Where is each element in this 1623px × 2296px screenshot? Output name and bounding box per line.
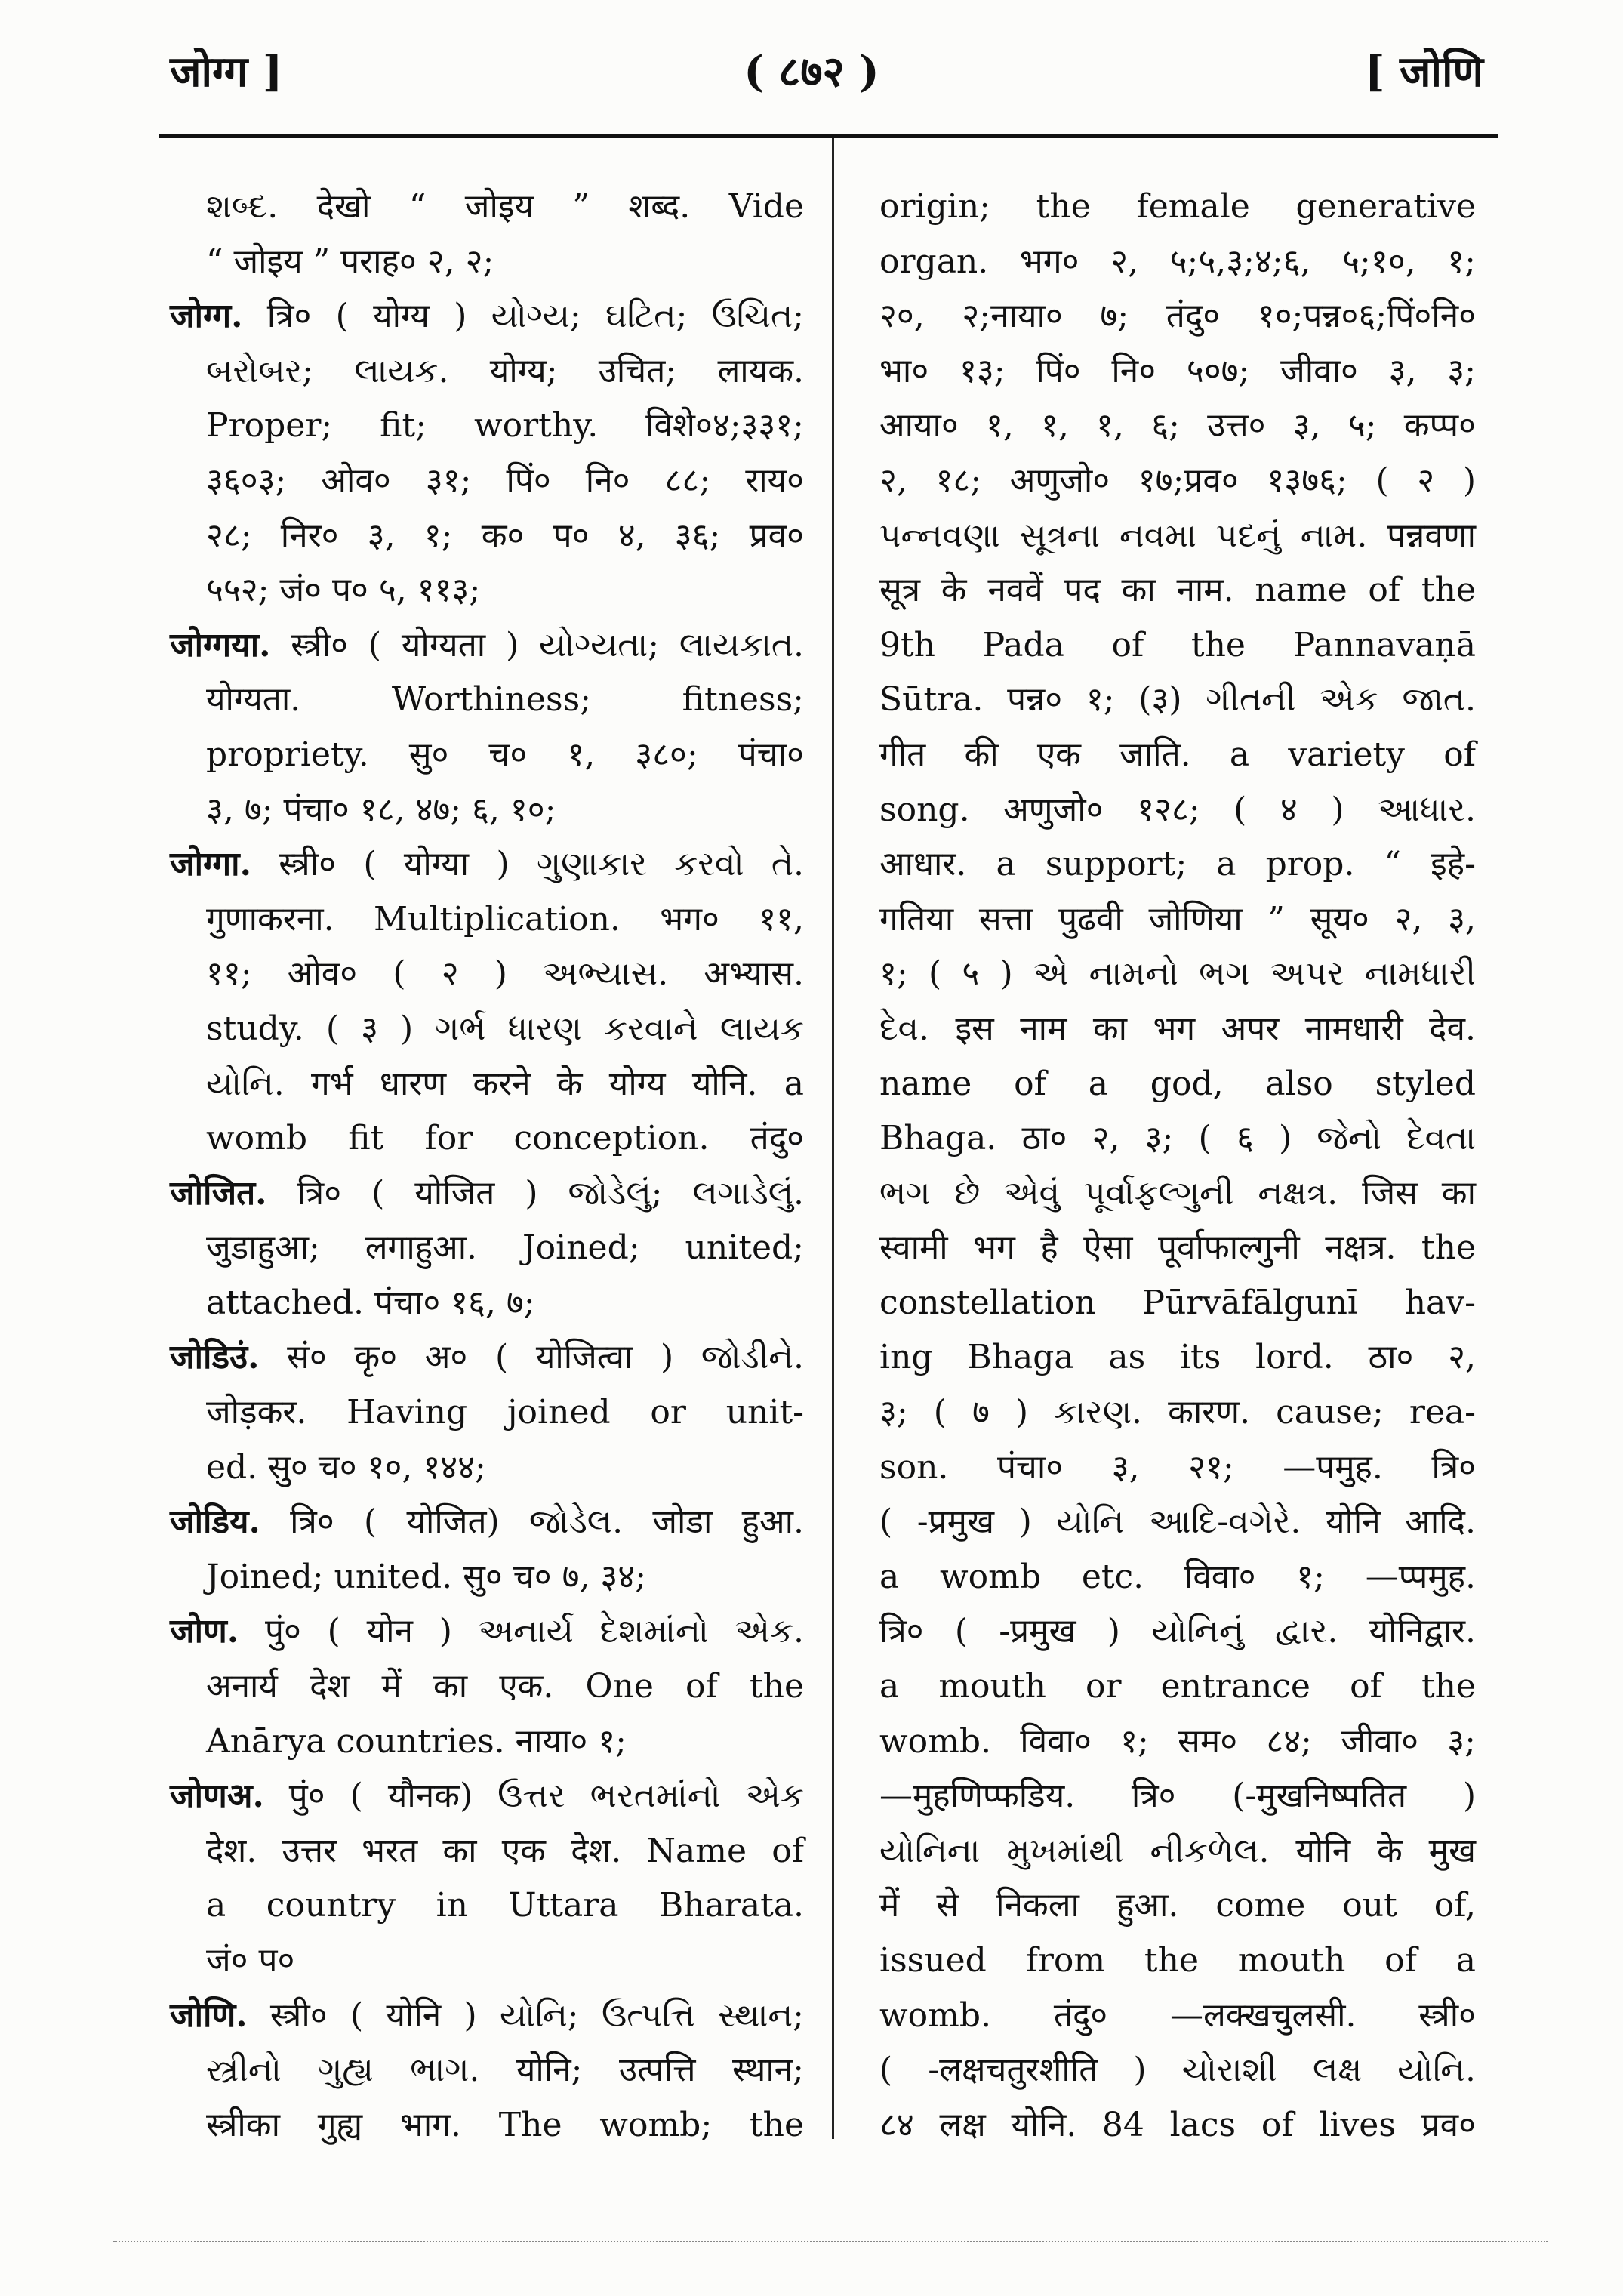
line-text: Proper; fit; worthy. विशे०४;३३१; xyxy=(206,406,804,445)
line-text: सं० कृ० अ० ( योजित्वा ) જોડીને. xyxy=(259,1338,804,1377)
entry-text-line xyxy=(170,1824,804,1879)
line-text: study. ( ३ ) ગર્ભ ધારણ કરવાને લાયક xyxy=(206,1009,804,1048)
entry-text-line xyxy=(879,509,1476,564)
line-text: २, १८; अणुजो० १७;प्रव० १३७६; ( २ ) xyxy=(879,461,1476,500)
entry-text-line xyxy=(879,1715,1476,1770)
entry-text-line xyxy=(879,344,1476,399)
entry-text-line xyxy=(170,1276,804,1331)
line-text: શબ્દ. देखो “ जोइय ” शब्द. Vide xyxy=(206,187,804,226)
entry-text-line xyxy=(170,947,804,1002)
line-text: origin; the female generative xyxy=(879,187,1476,226)
entry-text-line xyxy=(170,728,804,783)
entry-text-line xyxy=(879,1769,1476,1824)
line-text: a mouth or entrance of the xyxy=(879,1667,1476,1706)
entry-text-line xyxy=(170,2098,804,2153)
entry-text-line xyxy=(170,235,804,290)
line-text: 9th Pada of the Pannavaṇā xyxy=(879,625,1476,664)
entry-head-line xyxy=(170,289,804,344)
line-text: પન્નવણા સૂત્રના નવમા પદનું નામ. पन्नवणा xyxy=(879,516,1476,555)
line-text: त्रि० ( योजित) જોડેલ. जोडा हुआ. xyxy=(260,1502,804,1542)
line-text: organ. भग० २, ५;५,३;४;६, ५;१०, १; xyxy=(879,242,1476,281)
column-divider xyxy=(832,138,834,2139)
line-text: ing Bhaga as its lord. ठा० २, xyxy=(879,1338,1476,1377)
entry-text-line xyxy=(879,1221,1476,1276)
line-text: ed. सु० च० १०, १४४; xyxy=(206,1447,486,1487)
entry-text-line xyxy=(879,2043,1476,2098)
line-text: womb. विवा० १; सम० ८४; जीवा० ३; xyxy=(879,1721,1476,1761)
headword: जोडिय. xyxy=(170,1502,260,1542)
line-text: ३, ७; पंचा० १८, ४७; ६, १०; xyxy=(206,790,556,829)
left-column xyxy=(170,180,804,2153)
entry-head-line xyxy=(170,1604,804,1660)
line-text: सूत्र के नववें पद का नाम. name of the xyxy=(879,571,1476,610)
entry-text-line xyxy=(170,1660,804,1715)
line-text: भा० १३; पिं० नि० ५०७; जीवा० ३, ३; xyxy=(879,351,1476,390)
line-text: womb. तंदु० —लक्खचुलसी. स्त्री० xyxy=(879,1996,1476,2035)
entry-text-line xyxy=(170,2043,804,2098)
line-text: ભગ છે એવું પૂર્વાફલ્ગુની નક્ષત્ર. जिस का xyxy=(879,1173,1476,1213)
line-text: ८४ लक्ष योनि. 84 lacs of lives प्रव० xyxy=(879,2105,1476,2144)
entry-text-line xyxy=(170,454,804,509)
line-text: Bhaga. ठा० २, ३; ( ६ ) જેનો દેવતા xyxy=(879,1119,1476,1158)
headword: जोग्ग. xyxy=(170,297,243,336)
entry-text-line xyxy=(879,673,1476,728)
line-text: issued from the mouth of a xyxy=(879,1941,1476,1980)
entry-text-line xyxy=(170,1934,804,1989)
entry-text-line xyxy=(879,837,1476,892)
entry-head-line xyxy=(170,1166,804,1222)
line-text: name of a god, also styled xyxy=(879,1064,1476,1103)
line-text: गुणाकरना. Multiplication. भग० ११, xyxy=(206,899,804,938)
entry-text-line xyxy=(170,783,804,838)
running-head-right: [ जोणि xyxy=(1364,47,1483,97)
line-text: पुं० ( यौनक) ઉત્તર ભરતમાંનો એક xyxy=(263,1777,804,1816)
line-text: आया० १, १, १, ६; उत्त० ३, ५; कप्प० xyxy=(879,406,1476,445)
line-text: “ जोइय ” पराह० २, २; xyxy=(206,242,494,281)
entry-text-line xyxy=(170,673,804,728)
line-text: ( -प्रमुख ) યોનિ આદિ-વગેરે. योनि आदि. xyxy=(879,1502,1476,1542)
line-text: —मुहणिप्फडिय. त्रि० (-मुखनिष्पतित ) xyxy=(879,1777,1476,1816)
line-text: Anārya countries. नाया० १; xyxy=(206,1721,627,1761)
entry-text-line xyxy=(879,1441,1476,1496)
entry-text-line xyxy=(170,1221,804,1276)
entry-text-line xyxy=(170,1111,804,1166)
headword: जोजित. xyxy=(170,1173,267,1213)
headword: जोणि. xyxy=(170,1996,248,2035)
line-text: २८; निर० ३, १; क० प० ४, ३६; प्रव० xyxy=(206,516,804,555)
line-text: ३६०३; ओव० ३१; पिं० नि० ८८; राय० xyxy=(206,461,804,500)
entry-text-line xyxy=(170,892,804,948)
entry-text-line xyxy=(879,892,1476,948)
line-text: पुं० ( योन ) અનાર્ય દેશમાંનો એક. xyxy=(239,1612,804,1651)
entry-text-line xyxy=(879,1604,1476,1660)
entry-text-line xyxy=(879,399,1476,454)
entry-text-line xyxy=(879,180,1476,235)
line-text: त्रि० ( योग्य ) યોગ્ય; ઘટિત; ઉચિત; xyxy=(242,297,804,336)
entry-text-line xyxy=(879,1824,1476,1879)
entry-text-line xyxy=(879,1111,1476,1166)
line-text: યોનિ. गर्भ धारण करने के योग्य योनि. a xyxy=(206,1064,804,1103)
headword: जोडिउं. xyxy=(170,1338,260,1377)
line-text: १; ( ५ ) એ નામનો ભગ અપર નામધારી xyxy=(879,954,1476,994)
entry-text-line xyxy=(170,1057,804,1112)
line-text: song. अणुजो० १२८; ( ४ ) આધાર. xyxy=(879,790,1476,829)
header-rule xyxy=(159,134,1498,138)
entry-text-line xyxy=(879,728,1476,783)
headword: जोण. xyxy=(170,1612,239,1651)
bottom-edge xyxy=(113,2241,1548,2242)
line-text: स्वामी भग है ऐसा पूर्वाफाल्गुनी नक्षत्र. the xyxy=(879,1228,1476,1268)
entry-text-line xyxy=(879,1057,1476,1112)
line-text: બરોબર; લાયક. योग्य; उचित; लायक. xyxy=(206,351,804,390)
entry-head-line xyxy=(170,1495,804,1550)
headword: जोणअ. xyxy=(170,1777,264,1816)
line-text: a womb etc. विवा० १; —प्पमुह. xyxy=(879,1557,1476,1596)
entry-text-line xyxy=(170,1550,804,1605)
line-text: स्त्री० ( योग्यता ) યોગ્યતા; લાયકાત. xyxy=(270,625,804,664)
line-text: ३; ( ७ ) કારણ. कारण. cause; rea- xyxy=(879,1393,1476,1432)
entry-head-line xyxy=(170,837,804,892)
entry-text-line xyxy=(879,1495,1476,1550)
entry-text-line xyxy=(879,1878,1476,1934)
entry-text-line xyxy=(879,563,1476,618)
line-text: ११; ओव० ( २ ) અભ્યાસ. अभ्यास. xyxy=(206,954,804,994)
line-text: गीत की एक जाति. a variety of xyxy=(879,735,1476,774)
entry-text-line xyxy=(170,509,804,564)
entry-text-line xyxy=(170,1385,804,1441)
entry-head-line xyxy=(170,618,804,673)
entry-text-line xyxy=(170,399,804,454)
entry-text-line xyxy=(879,1276,1476,1331)
line-text: ( -लक्षचतुरशीति ) ચોરાશી લક્ષ યોનિ. xyxy=(879,2051,1476,2090)
entry-text-line xyxy=(879,1989,1476,2044)
line-text: त्रि० ( -प्रमुख ) યોનિનું દ્વાર. योनिद्वार. xyxy=(879,1612,1476,1651)
entry-text-line xyxy=(170,1878,804,1934)
entry-text-line xyxy=(879,289,1476,344)
line-text: जं० प० xyxy=(206,1941,295,1980)
line-text: जोड़कर. Having joined or unit- xyxy=(206,1393,804,1432)
entry-head-line xyxy=(170,1989,804,2044)
line-text: ५५२; जं० प० ५, ११३; xyxy=(206,571,481,610)
line-text: Joined; united. सु० च० ७, ३४; xyxy=(206,1557,647,1596)
entry-text-line xyxy=(879,618,1476,673)
running-head-left: जोग्ग ] xyxy=(170,47,283,97)
entry-text-line xyxy=(879,947,1476,1002)
headword: जोग्गा. xyxy=(170,845,251,884)
entry-text-line xyxy=(879,1660,1476,1715)
entry-text-line xyxy=(170,563,804,618)
line-text: son. पंचा० ३, २१; —पमुह. त्रि० xyxy=(879,1447,1476,1487)
line-text: देश. उत्तर भरत का एक देश. Name of xyxy=(206,1831,804,1870)
entry-text-line xyxy=(879,1166,1476,1222)
entry-text-line xyxy=(879,1385,1476,1441)
entry-text-line xyxy=(170,344,804,399)
line-text: Sūtra. पन्न० १; (३) ગીતની એક જાત. xyxy=(879,680,1476,720)
line-text: आधार. a support; a prop. “ इहे- xyxy=(879,845,1476,884)
line-text: propriety. सु० च० १, ३८०; पंचा० xyxy=(206,735,804,774)
entry-text-line xyxy=(879,1934,1476,1989)
entry-text-line xyxy=(170,180,804,235)
entry-head-line xyxy=(170,1769,804,1824)
line-text: સ્ત્રીનો ગુહ્ય ભાગ. योनि; उत्पत्ति स्थान; xyxy=(206,2051,804,2090)
line-text: womb fit for conception. तंदु० xyxy=(206,1119,804,1158)
line-text: गतिया सत्ता पुढवी जोणिया ” सूय० २, ३, xyxy=(879,899,1476,938)
line-text: जुडाहुआ; लगाहुआ. Joined; united; xyxy=(206,1228,804,1268)
entry-text-line xyxy=(170,1441,804,1496)
line-text: દેવ. इस नाम का भग अपर नामधारी देव. xyxy=(879,1009,1476,1048)
entry-text-line xyxy=(879,1330,1476,1385)
line-text: योग्यता. Worthiness; fitness; xyxy=(206,680,804,720)
line-text: त्रि० ( योजित ) જોડેલું; લગાડેલું. xyxy=(266,1173,804,1213)
entry-head-line xyxy=(170,1330,804,1385)
entry-text-line xyxy=(879,454,1476,509)
right-column xyxy=(879,180,1476,2153)
line-text: स्त्री० ( योग्या ) ગુણાકાર કરવો તે. xyxy=(251,845,804,884)
entry-text-line xyxy=(879,1550,1476,1605)
line-text: में से निकला हुआ. come out of, xyxy=(879,1886,1476,1925)
line-text: २०, २;नाया० ७; तंदु० १०;पन्न०६;पिं०नि० xyxy=(879,297,1476,336)
line-text: स्त्री० ( योनि ) યોનિ; ઉત્પત્તિ સ્થાન; xyxy=(247,1996,804,2035)
line-text: constellation Pūrvāfālgunī hav- xyxy=(879,1283,1476,1322)
entry-text-line xyxy=(879,235,1476,290)
line-text: a country in Uttara Bharata. xyxy=(206,1886,804,1925)
entry-text-line xyxy=(170,1715,804,1770)
entry-text-line xyxy=(879,1002,1476,1057)
line-text: स्त्रीका गुह्य भाग. The womb; the xyxy=(206,2105,804,2144)
entry-text-line xyxy=(879,783,1476,838)
line-text: યોનિના મુખમાંથી નીકળેલ. योनि के मुख xyxy=(879,1831,1476,1870)
entry-text-line xyxy=(170,1002,804,1057)
page-number: ( ८७२ ) xyxy=(744,47,879,97)
line-text: अनार्य देश में का एक. One of the xyxy=(206,1667,804,1706)
headword: जोग्गया. xyxy=(170,625,271,664)
line-text: attached. पंचा० १६, ७; xyxy=(206,1283,535,1322)
entry-text-line xyxy=(879,2098,1476,2153)
